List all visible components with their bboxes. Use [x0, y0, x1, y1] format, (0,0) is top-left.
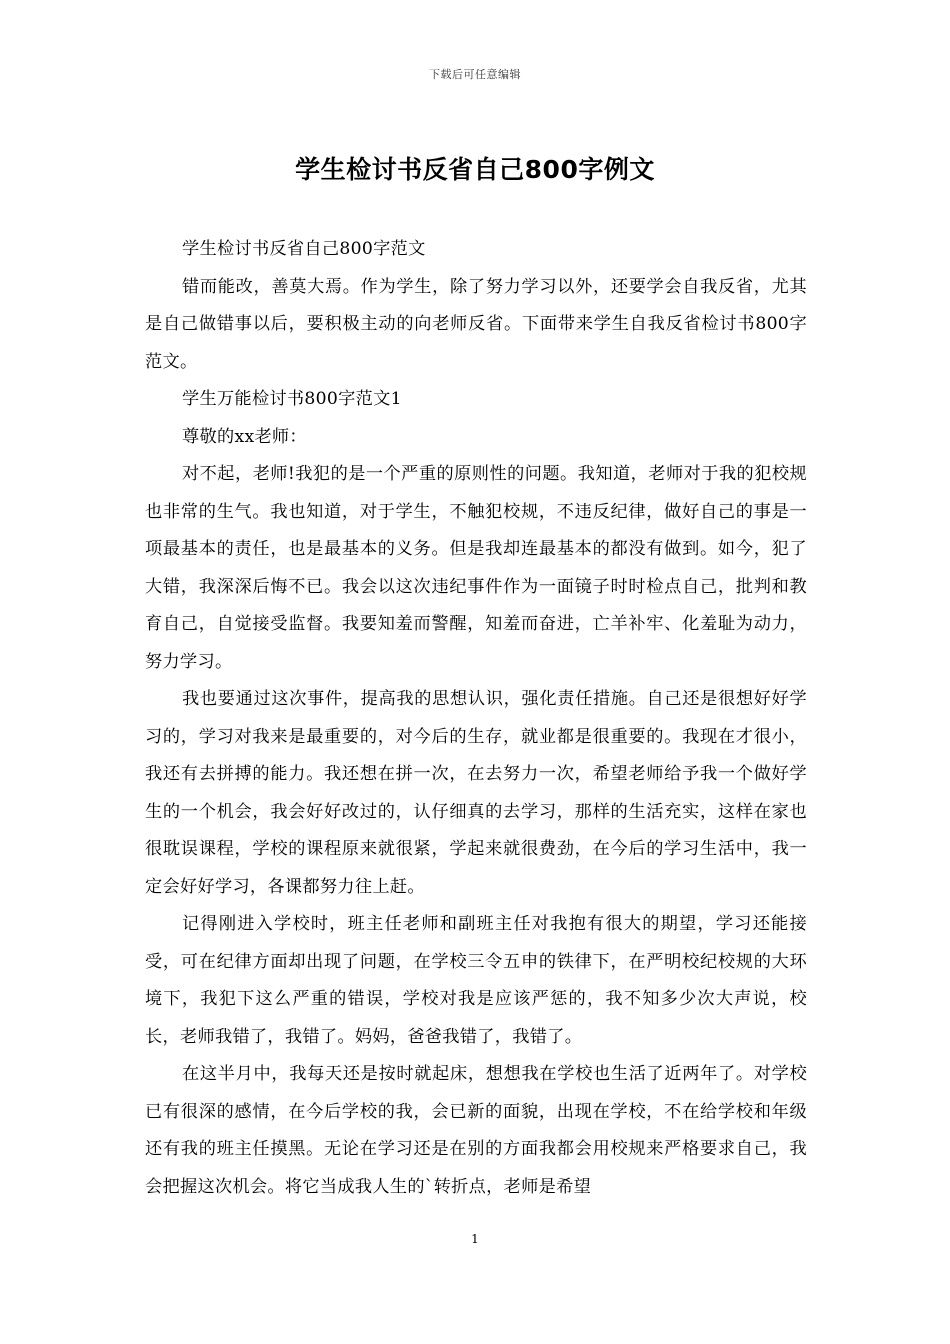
- page-number: 1: [471, 1232, 479, 1246]
- document-body: [145, 231, 807, 1206]
- document-title: 学生检讨书反省自己800字例文: [295, 155, 655, 184]
- paragraph-body: 我也要通过这次事件，提高我的思想认识，强化责任措施。自己还是很想好好学习的，学习对我来是最重要的，对今后的生存，就业都是很重要的。我现在才很小，我还有去拼搏的能力。我还想在拼一次，在去努力一次，希望老师给予我一个做好学生的一个机会，我会好好改过的，认仔细真的去学习，那样的生活充实，这样在家也很耽误课程，学校的课程原来就很紧，学起来就很费劲，在今后的学习生活中，我一定会好好学习，各课都努力往上赶。: [145, 689, 807, 897]
- paragraph-salutation: 尊敬的xx老师：: [182, 426, 307, 447]
- page-header-note: 下载后可任意编辑: [429, 68, 521, 81]
- paragraph-subtitle: 学生检讨书反省自己800字范文: [182, 239, 426, 259]
- paragraph-body: 在这半月中，我每天还是按时就起床，想想我在学校也生活了近两年了。对学校已有很深的感情，在今后学校的我，会已新的面貌，出现在学校，不在给学校和年级还有我的班主任摸黑。无论在学习还是在别的方面我都会用校规来严格要求自己，我会把握这次机会。将它当成我人生的`转折点，老师是希望: [145, 1064, 807, 1197]
- paragraph-body: 对不起，老师!我犯的是一个严重的原则性的问题。我知道，老师对于我的犯校规也非常的生气。我也知道，对于学生，不触犯校规，不违反纪律，做好自己的事是一项最基本的责任，也是最基本的义务。但是我却连最基本的都没有做到。如今，犯了大错，我深深后悔不已。我会以这次违纪事件作为一面镜子时时检点自己，批判和教育自己，自觉接受监督。我要知羞而警醒，知羞而奋进，亡羊补牢、化羞耻为动力，努力学习。: [145, 464, 807, 672]
- paragraph-intro: 错而能改，善莫大焉。作为学生，除了努力学习以外，还要学会自我反省，尤其是自己做错事以后，要积极主动的向老师反省。下面带来学生自我反省检讨书800字范文。: [145, 276, 807, 372]
- paragraph-section-heading: 学生万能检讨书800字范文1: [182, 389, 402, 409]
- paragraph-body: 记得刚进入学校时，班主任老师和副班主任对我抱有很大的期望，学习还能接受，可在纪律方面却出现了问题，在学校三令五申的铁律下，在严明校纪校规的大环境下，我犯下这么严重的错误，学校对我是应该严惩的，我不知多少次大声说，校长，老师我错了，我错了。妈妈，爸爸我错了，我错了。: [145, 914, 807, 1047]
